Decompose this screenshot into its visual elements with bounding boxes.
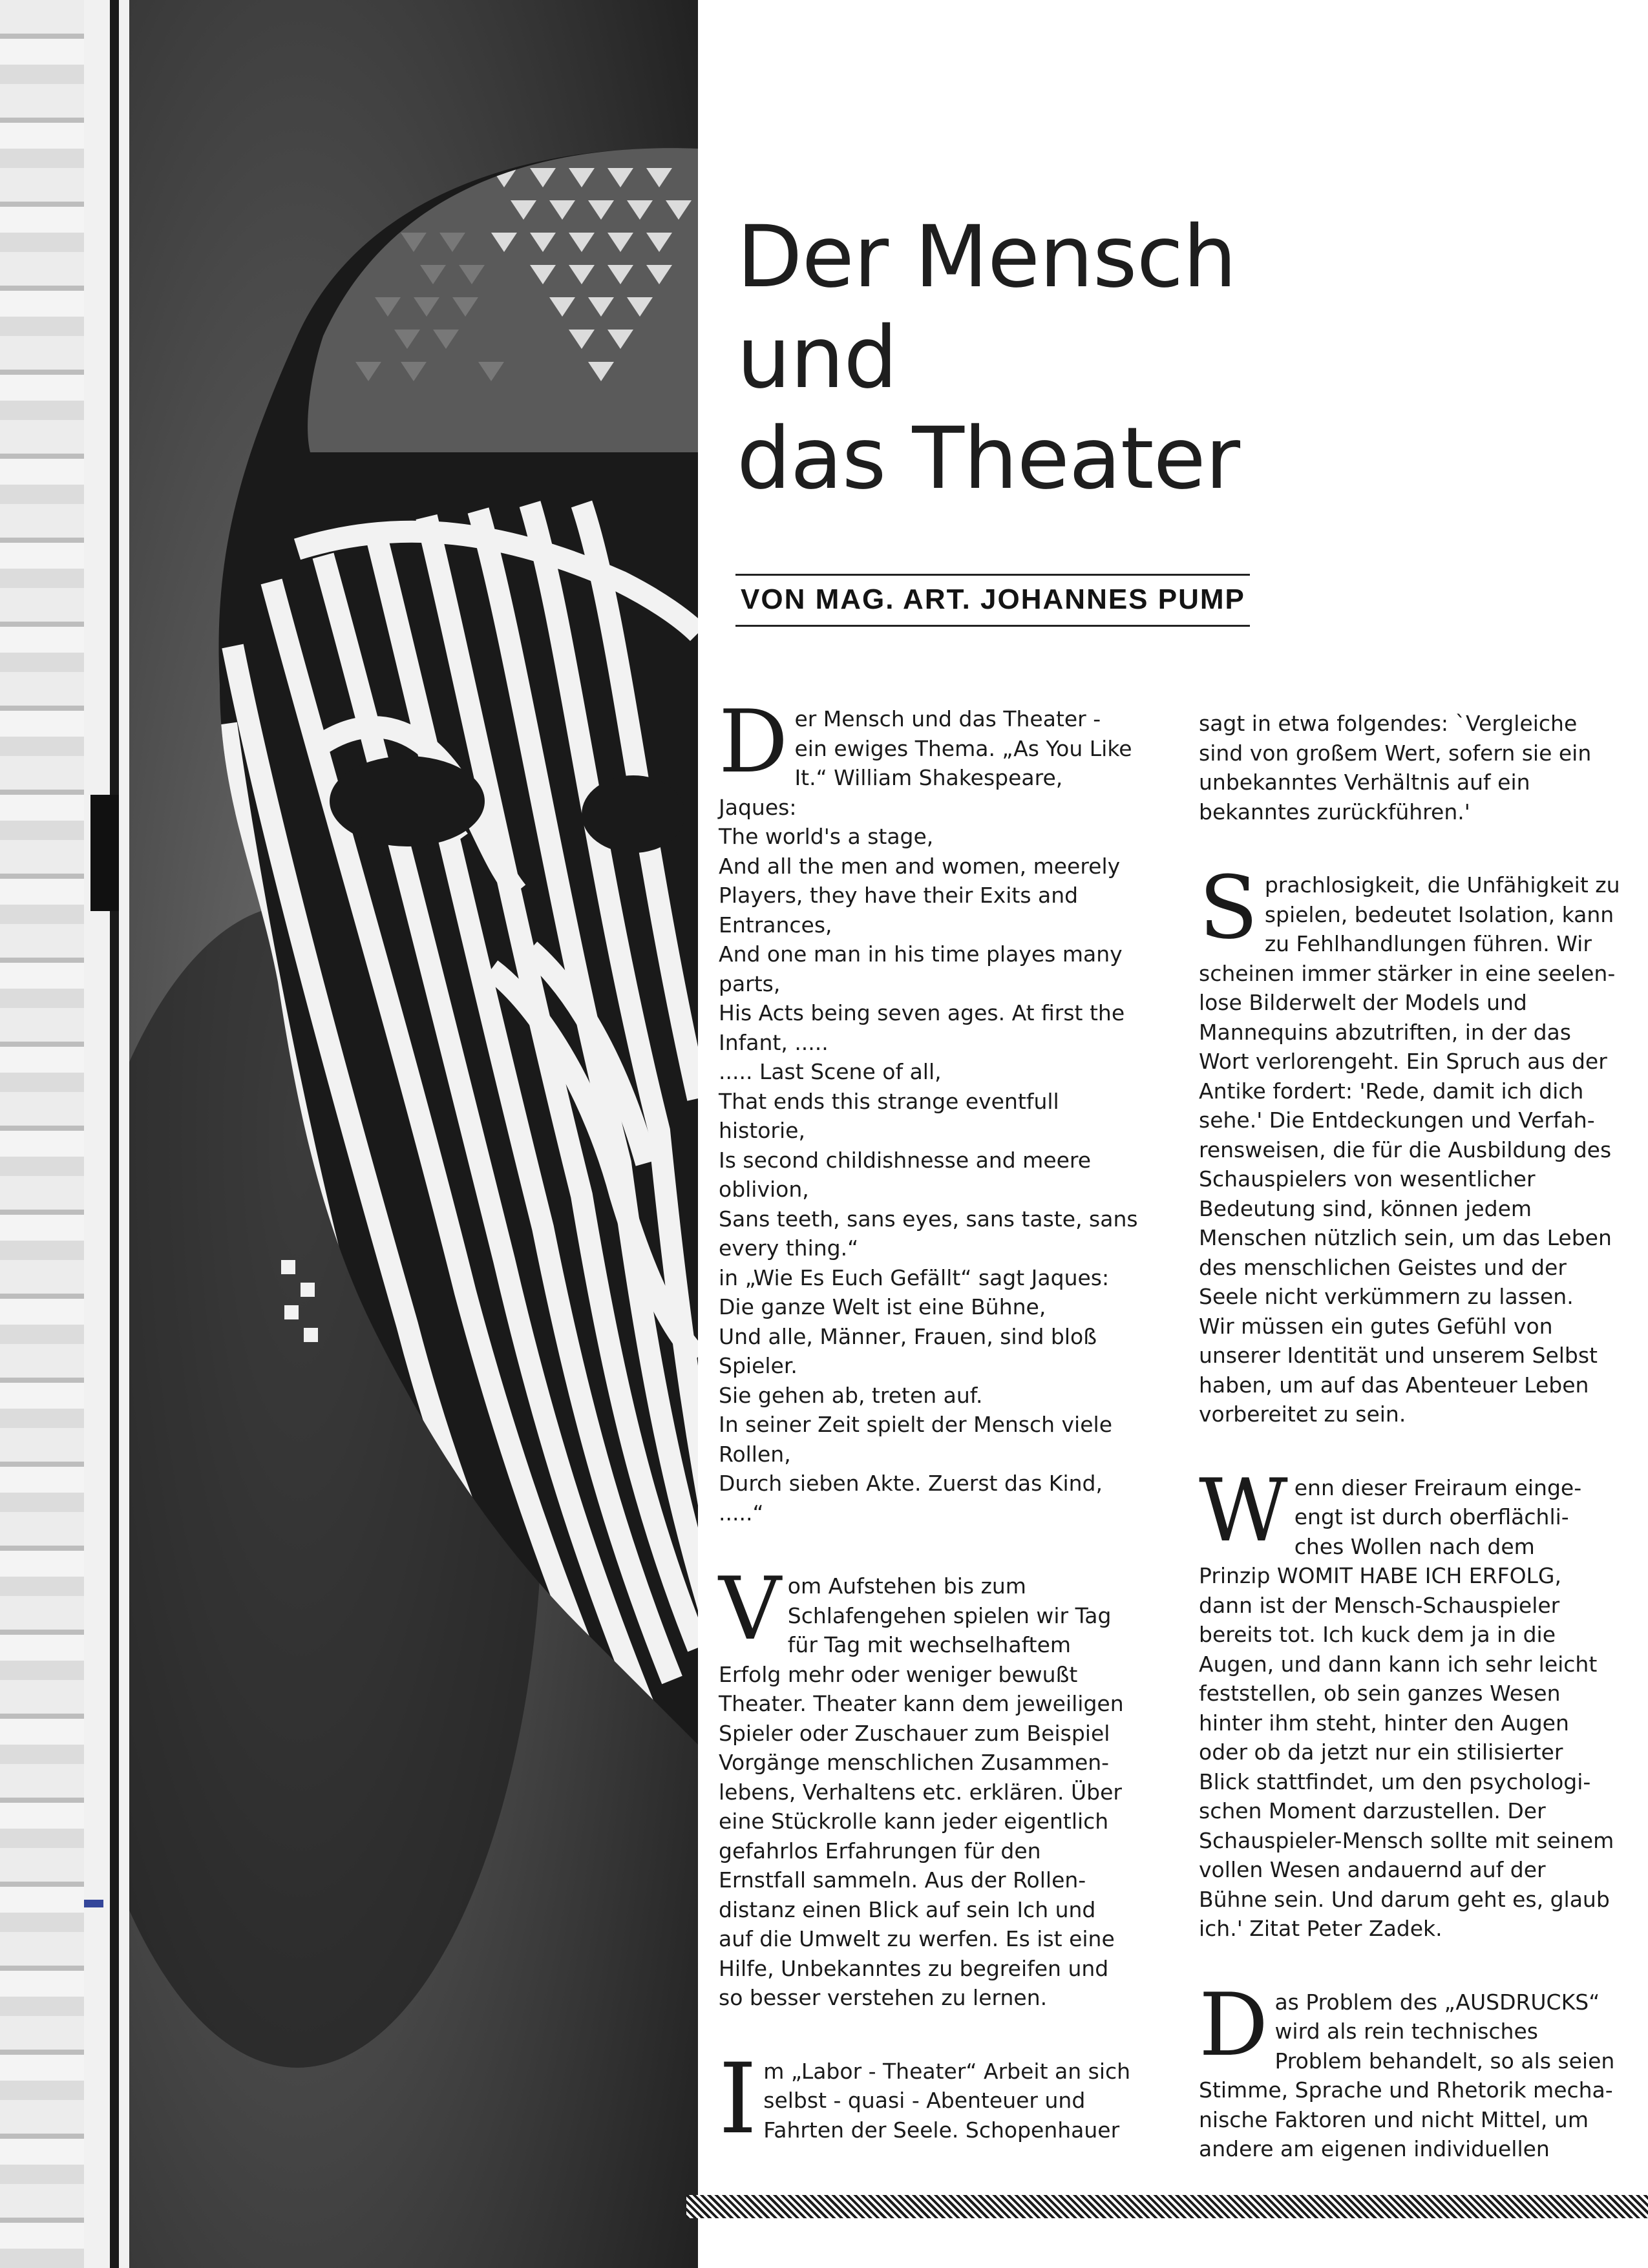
paragraph-everyday-theater bbox=[719, 1559, 1132, 2013]
text-line: .....“ bbox=[719, 1500, 764, 1526]
text-line: ich.' Zitat Peter Zadek. bbox=[1199, 1916, 1442, 1941]
text-line: selbst - quasi - Abenteuer und bbox=[763, 2088, 1086, 2113]
text-line: Seele nicht verkümmern zu lassen. bbox=[1199, 1284, 1574, 1309]
page-binding-edge bbox=[0, 0, 136, 2268]
byline: VON MAG. ART. JOHANNES PUMP bbox=[741, 583, 1245, 615]
text-line: nische Faktoren und nicht Mittel, um bbox=[1199, 2106, 1589, 2132]
text-line: And one man in his time playes many bbox=[719, 941, 1123, 967]
text-line: wird als rein technisches bbox=[1274, 2019, 1538, 2044]
text-line: In seiner Zeit spielt der Mensch viele bbox=[719, 1412, 1113, 1437]
text-line: Schauspieler-Mensch sollte mit seinem bbox=[1199, 1827, 1614, 1853]
text-line: The world's a stage, bbox=[719, 824, 934, 849]
text-line: Rollen, bbox=[719, 1441, 791, 1467]
article-title bbox=[737, 207, 1240, 509]
byline-rule bbox=[735, 574, 1250, 627]
text-line: Vorgänge menschlichen Zusammen- bbox=[719, 1750, 1110, 1775]
text-line: And all the men and women, meerely bbox=[719, 853, 1121, 879]
text-line: Fahrten der Seele. Schopenhauer bbox=[763, 2117, 1120, 2143]
text-line: Schlafengehen spielen wir Tag bbox=[787, 1602, 1112, 1628]
paragraph-labor-theater bbox=[719, 2042, 1132, 2156]
text-line: oblivion, bbox=[719, 1177, 809, 1202]
text-line: Und alle, Männer, Frauen, sind bloß bbox=[719, 1323, 1097, 1349]
text-line: auf die Umwelt zu werfen. Es ist eine bbox=[719, 1926, 1115, 1951]
text-line: Ernstfall sammeln. Aus der Rollen- bbox=[719, 1867, 1086, 1893]
text-line: haben, um auf das Abenteuer Leben bbox=[1199, 1372, 1589, 1398]
binding-tab bbox=[90, 795, 119, 911]
title-line-2: und bbox=[737, 308, 898, 408]
paragraph-sprachlosigkeit bbox=[1199, 857, 1620, 1429]
mask-face-icon bbox=[129, 0, 698, 2268]
title-line-1: Der Mensch bbox=[737, 207, 1236, 307]
text-line: Wort verlorengeht. Ein Spruch aus der bbox=[1199, 1049, 1607, 1074]
paragraph-shakespeare-quote bbox=[719, 691, 1138, 1528]
text-line: Menschen nützlich sein, um das Leben bbox=[1199, 1225, 1612, 1250]
footer-hatched-bar bbox=[686, 2195, 1648, 2218]
text-line: unserer Identität und unserem Selbst bbox=[1199, 1343, 1598, 1368]
right-text-column bbox=[1199, 709, 1620, 2208]
text-line: zu Fehlhandlungen führen. Wir bbox=[1264, 931, 1592, 956]
text-line: eine Stückrolle kann jeder eigentlich bbox=[719, 1809, 1109, 1834]
drop-cap: S bbox=[1199, 857, 1258, 958]
text-line: Bedeutung sind, können jedem bbox=[1199, 1195, 1532, 1221]
text-line: m „Labor - Theater“ Arbeit an sich bbox=[763, 2058, 1131, 2084]
text-line: bekanntes zurückführen.' bbox=[1199, 799, 1470, 824]
paragraph-freiraum bbox=[1199, 1460, 1614, 1944]
text-line: Stimme, Sprache und Rhetorik mecha- bbox=[1199, 2077, 1613, 2103]
text-line: engt ist durch oberflächli- bbox=[1294, 1504, 1569, 1529]
title-line-3: das Theater bbox=[737, 409, 1240, 509]
text-line: Wir müssen ein gutes Gefühl von bbox=[1199, 1313, 1553, 1339]
text-line: Spieler oder Zuschauer zum Beispiel bbox=[719, 1720, 1110, 1746]
text-line: Problem behandelt, so als seien bbox=[1274, 2048, 1615, 2074]
text-line: lose Bilderwelt der Models und bbox=[1199, 990, 1527, 1015]
text-line: unbekanntes Verhältnis auf ein bbox=[1199, 770, 1530, 795]
text-line: Entrances, bbox=[719, 912, 832, 938]
text-line: schen Moment darzustellen. Der bbox=[1199, 1798, 1546, 1823]
binding-color-mark bbox=[84, 1900, 103, 1907]
text-line: in „Wie Es Euch Gefällt“ sagt Jaques: bbox=[719, 1265, 1110, 1290]
text-line: andere am eigenen individuellen bbox=[1199, 2136, 1550, 2161]
text-line: Bühne sein. Und darum geht es, glaub bbox=[1199, 1886, 1610, 1912]
text-line: spielen, bedeutet Isolation, kann bbox=[1264, 901, 1614, 927]
text-line: parts, bbox=[719, 971, 781, 996]
text-line: sehe.' Die Entdeckungen und Verfah- bbox=[1199, 1108, 1595, 1133]
text-line: Theater. Theater kann dem jeweiligen bbox=[719, 1691, 1124, 1716]
text-line: des menschlichen Geistes und der bbox=[1199, 1254, 1567, 1280]
text-line: Blick stattfindet, um den psychologi- bbox=[1199, 1769, 1591, 1794]
text-line: ein ewiges Thema. „As You Like bbox=[794, 735, 1132, 761]
text-line: bereits tot. Ich kuck dem ja in die bbox=[1199, 1622, 1556, 1647]
text-line: Spieler. bbox=[719, 1353, 798, 1378]
text-line: Durch sieben Akte. Zuerst das Kind, bbox=[719, 1471, 1103, 1496]
text-line: That ends this strange eventfull bbox=[719, 1088, 1059, 1114]
text-line: ..... Last Scene of all, bbox=[719, 1059, 942, 1084]
drop-cap: D bbox=[719, 691, 788, 792]
text-line: so besser verstehen zu lernen. bbox=[719, 1985, 1048, 2010]
text-line: om Aufstehen bis zum bbox=[787, 1573, 1026, 1599]
binding-line bbox=[110, 0, 119, 2268]
paragraph-ausdruck bbox=[1199, 1974, 1615, 2164]
text-line: für Tag mit wechselhaftem bbox=[787, 1632, 1072, 1657]
text-line: Hilfe, Unbekanntes zu begreifen und bbox=[719, 1955, 1109, 1981]
drop-cap: D bbox=[1199, 1974, 1269, 2075]
text-line: feststellen, ob sein ganzes Wesen bbox=[1199, 1681, 1561, 1706]
text-line: every thing.“ bbox=[719, 1235, 859, 1261]
text-line: Jaques: bbox=[719, 794, 797, 820]
text-line: scheinen immer stärker in eine seelen- bbox=[1199, 960, 1616, 986]
text-line: Erfolg mehr oder weniger bewußt bbox=[719, 1661, 1078, 1687]
text-line: Players, they have their Exits and bbox=[719, 883, 1079, 908]
text-line: rensweisen, die für die Ausbildung des bbox=[1199, 1137, 1612, 1162]
text-line: Sans teeth, sans eyes, sans taste, sans bbox=[719, 1206, 1138, 1232]
text-line: Die ganze Welt ist eine Bühne, bbox=[719, 1294, 1046, 1319]
text-line: Schauspielers von wesentlicher bbox=[1199, 1166, 1536, 1192]
text-line: It.“ William Shakespeare, bbox=[794, 765, 1063, 790]
left-text-column bbox=[719, 691, 1138, 2189]
drop-cap: W bbox=[1199, 1460, 1288, 1561]
adjacent-page-strip bbox=[0, 0, 84, 2268]
text-line: er Mensch und das Theater - bbox=[794, 706, 1101, 731]
text-line: historie, bbox=[719, 1118, 805, 1143]
text-line: Antike fordert: 'Rede, damit ich dich bbox=[1199, 1078, 1584, 1104]
text-line: oder ob da jetzt nur ein stilisierter bbox=[1199, 1739, 1563, 1765]
text-line: Sie gehen ab, treten auf. bbox=[719, 1382, 983, 1408]
text-line: Infant, ..... bbox=[719, 1029, 829, 1055]
text-line: distanz einen Blick auf sein Ich und bbox=[719, 1896, 1096, 1922]
paragraph-schopenhauer-continued bbox=[1199, 709, 1612, 826]
mask-photo bbox=[129, 0, 698, 2268]
text-line: hinter ihm steht, hinter den Augen bbox=[1199, 1710, 1569, 1736]
drop-cap: V bbox=[719, 1559, 781, 1659]
drop-cap: I bbox=[719, 2042, 757, 2156]
text-line: vollen Wesen andauernd auf der bbox=[1199, 1857, 1546, 1882]
text-line: lebens, Verhaltens etc. erklären. Über bbox=[719, 1779, 1123, 1805]
text-line: vorbereitet zu sein. bbox=[1199, 1402, 1406, 1427]
text-line: Is second childishnesse and meere bbox=[719, 1147, 1092, 1173]
text-line: sind von großem Wert, sofern sie ein bbox=[1199, 740, 1592, 766]
text-line: sagt in etwa folgendes: `Vergleiche bbox=[1199, 711, 1578, 736]
text-line: Augen, und dann kann ich sehr leicht bbox=[1199, 1651, 1598, 1677]
text-line: Mannequins abzutriften, in der das bbox=[1199, 1019, 1571, 1045]
text-line: His Acts being seven ages. At first the bbox=[719, 1000, 1125, 1025]
text-line: as Problem des „AUSDRUCKS“ bbox=[1274, 1989, 1600, 2015]
text-line: gefahrlos Erfahrungen für den bbox=[719, 1838, 1041, 1864]
text-line: dann ist der Mensch-Schauspieler bbox=[1199, 1592, 1560, 1618]
text-line: ches Wollen nach dem bbox=[1294, 1533, 1535, 1559]
text-line: Prinzip WOMIT HABE ICH ERFOLG, bbox=[1199, 1563, 1561, 1588]
text-line: enn dieser Freiraum einge- bbox=[1294, 1475, 1582, 1500]
text-line: prachlosigkeit, die Unfähigkeit zu bbox=[1264, 872, 1620, 898]
